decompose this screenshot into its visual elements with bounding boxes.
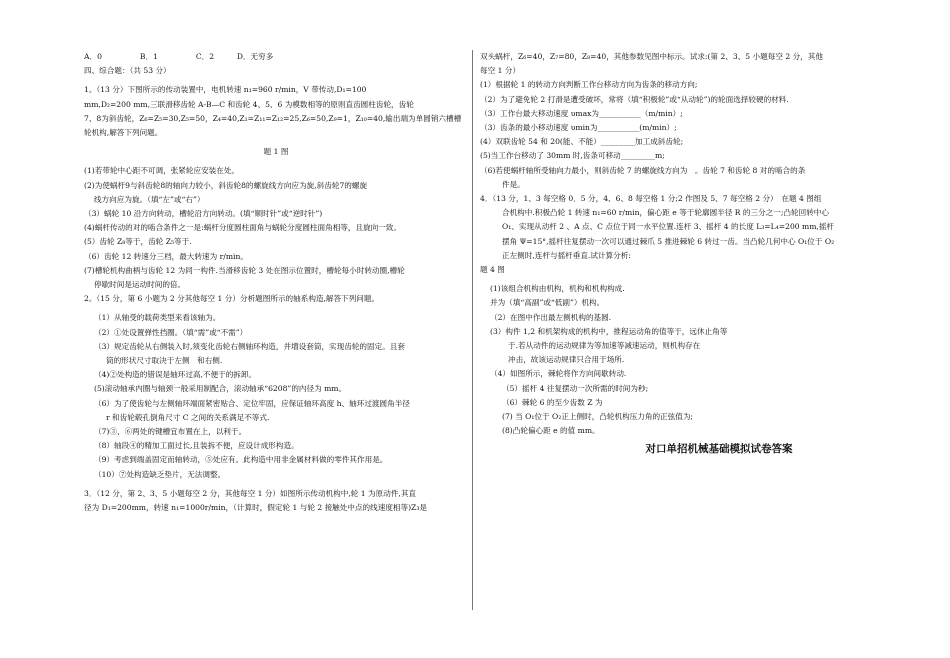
text-line: 线方向应为旋。（填“左”或“右”） (94, 194, 205, 204)
text-line: 正左侧时,连杆与摇杆垂直.试计算分析: (502, 250, 631, 260)
left-column (84, 50, 468, 515)
text-line: 于.若从动件的运动规律为等加速等减速运动，则机构存在 (508, 341, 701, 351)
text-line: (3）构件 1,2 和机架构成的机构中，推程运动角的值等于，远休止角等 (490, 326, 728, 336)
text-line: (1)若带轮中心距不可调，张紧轮应安装在处。 (84, 166, 240, 176)
text-line: （7)③、⑥两处的键槽宜布置在上，以利于。 (94, 427, 247, 437)
choice-options: A．0 B．1 C．2 D．无穷多 (84, 52, 274, 61)
text-line: 7、8为斜齿轮，Z₆=Z₅=30,Z₅=50，Z₄=40,Z₁=Z₁₁=Z₁₂=25,Z₆=50,Z₉=1，Z₁₀=40,输出端为单圆销六槽槽 (84, 113, 462, 123)
text-line: （2）①处设置弹性挡圈。（填“需”或“不需”） (94, 327, 248, 337)
text-line: 筒的形状尺寸取决于左侧 和右侧. (106, 356, 223, 366)
text-line: （6）棘轮 6 的至少齿数 Z 为 (502, 397, 603, 407)
question-1-items (84, 164, 468, 292)
text-line: (1)该组合机构由机构，机构和机构构成. (490, 284, 625, 294)
text-line: （4）如图所示，棘轮将作方向间歇转动. (490, 369, 627, 379)
question-3-stem (84, 487, 468, 515)
text-line: （4)②处构造的错误是轴环过高,不便于的拆卸。 (94, 370, 257, 380)
text-line: (5）齿轮 Z₈等于，齿轮 Z₅等于. (84, 237, 192, 247)
question-4-stem (480, 192, 868, 263)
text-line: （6)若使蜗杆轴所受轴向力最小，则斜齿轮 7 的螺旋线方向为 。齿轮 7 和齿轮 8 对的啮合的条 (480, 165, 806, 175)
text-line: (7)槽轮机构曲柄与齿轮 12 为同一构件.当滑移齿轮 3 处在图示位置时，槽轮每小时转动圈,槽轮 (84, 265, 405, 275)
text-line: (5)当工作台移动了 30mm 时,齿条可移动_________m; (480, 151, 665, 161)
text-line: （3）规定齿轮从右侧装入时,须变化齿轮右侧轴环构造，并增设套筒，实现齿轮的固定。且套 (94, 341, 405, 351)
text-line: （5）摇杆 4 往复摆动一次所需的时间为秒; (502, 383, 649, 393)
text-line: （2）为了避免轮 2 打滑是遭受破坏，常将（填“积极轮”或“从动轮”)的轮面选择较硬的材料. (480, 94, 789, 104)
column-divider (472, 50, 473, 610)
text-line: 4．（13 分，1、3 每空格 0．5 分，4、6、8 每空格 1 分;2 作图及 5、7 每空格 2 分） 在题 4 图组 (480, 194, 822, 204)
right-column (480, 50, 868, 457)
text-line: 轮机构,解答下列问题。 (84, 128, 163, 138)
text-line: O₁、实现从动杆 2 、A 点、C 点位于同一水平位置.连杆 3、摇杆 4 的长度 L₃=L₄=200 mm,摇杆 (502, 222, 835, 232)
answer-key-title: 对口单招机械基础模拟试卷答案 (645, 443, 793, 456)
text-line: 件是。 (502, 179, 525, 189)
text-line: （3）蜗轮 10 沿方向转动，槽轮沿方向转动。(填“顺时针”或“逆时针”) (84, 209, 323, 219)
text-line: 停歇时间是运动时间的倍。 (94, 280, 186, 290)
text-line: 1。（13 分）下图所示的传动装置中，电机转速 n₁=960 r/min，V 带传动,D₁=100 (84, 85, 367, 95)
question-2-stem: 2。（15 分，第 6 小题为 2 分其他每空 1 分）分析题图所示的轴系构造,解答下列问题。 (84, 294, 380, 304)
text-line: （3）齿条的最小移动速度 υmin为___________(m/min）; (480, 123, 677, 133)
text-line: 并为（填“高副”或“低副”）机构。 (490, 298, 605, 308)
text-line: 冲击，故该运动规律只合用于场所. (508, 355, 625, 365)
text-line: 合机构中.积极凸轮 1 转速 n₁=60 r/min，偏心距 e 等于轮廓圆半径 R 的三分之一;凸轮回转中心 (502, 208, 829, 218)
text-line: 径为 D₁=200mm，转速 n₁=1000r/min，（计算时，假定轮 1 与轮 2 接触处中点的线速度相等)Z₃是 (84, 503, 427, 513)
figure-1-caption: 题 1 图 (263, 147, 289, 157)
text-line: 摆角 Ψ=15°,摇杆往复摆动一次可以通过棘爪 5 推进棘轮 6 转过一齿。当凸轮几何中心 O₁位于 O₂ (502, 236, 835, 246)
text-line: (8)凸轮偏心距 e 的值 mm。 (502, 426, 600, 436)
text-line: r 和齿轮毂孔倒角尺寸 C 之间的关系满足不等式. (106, 412, 270, 422)
text-line: （1）从轴受的载荷类型来看该轴为。 (94, 313, 221, 323)
text-line: （6）齿轮 12 转速分三档，最大转速为 r/min。 (84, 251, 248, 261)
text-line: (4）双联齿轮 54 和 20(能、不能）_________加工成斜齿轮; (480, 137, 684, 147)
text-line: （3）工作台最大移动速度 υmax为___________（m/min）; (480, 108, 683, 118)
text-line: 3．（12 分，第 2、3、5 小题每空 2 分，其他每空 1 分）如图所示传动机构中,轮 1 为原动件,其直 (84, 488, 417, 498)
text-line: （2）在图中作出最左侧机构的基圆. (490, 312, 612, 322)
text-line: (5)滚动轴承内圈与轴颈一般采用制配合，滚动轴承“6208”的内径为 mm。 (94, 384, 347, 394)
section-heading: 四、综合题：（共 53 分） (84, 66, 171, 76)
question-1-stem (84, 83, 468, 140)
text-line: 双头蜗杆，Z₆=40，Z₇=80，Z₈=40，其他参数见图中标示。试求:(第 2、3、5 小题每空 2 分，其他 (480, 52, 823, 61)
text-line: （8）轴段④的精加工面过长,且装拆不便，应设计成形构造。 (94, 441, 299, 451)
text-line: (4)蜗杆传动的对的啮合条件之一是:蜗杆分度圆柱面角与蜗轮分度圆柱面角相等，且旋向一致。 (84, 223, 402, 233)
figure-4-caption: 题 4 图 (480, 265, 505, 275)
question-4-items (480, 282, 868, 438)
text-line: 每空 1 分） (480, 66, 521, 76)
text-line: （6）为了使齿轮与左侧轴环端面紧密贴合、定位牢固，应保证轴环高度 h、轴环过渡圆角半径 (94, 398, 410, 408)
text-line: (7) 当 O₁位于 O₂正上侧时，凸轮机构压力角的正弦值为; (502, 412, 693, 422)
question-3-continued (480, 50, 868, 78)
question-3-items (480, 78, 868, 192)
text-line: (2)为使蜗杆9与斜齿轮8的轴向力较小，斜齿轮8的螺旋线方向应为旋,斜齿轮7的螺旋 (84, 180, 368, 190)
text-line: （10）⑦处构造缺乏垫片，无法调整。 (94, 469, 226, 479)
question-2-items (84, 311, 468, 481)
text-line: mm,D₂=200 mm,三联滑移齿轮 A-B—C 和齿轮 4、5、6 为模数相等的原则直齿圆柱齿轮，齿轮 (84, 99, 414, 109)
text-line: （9）考虑到端盖固定而轴转动，⑤处应有。此构造中用非金属材料做的零件其作用是。 (94, 455, 388, 465)
text-line: (1）根据轮 1 的转动方向判断工作台移动方向为齿条的移动方向; (480, 80, 698, 90)
